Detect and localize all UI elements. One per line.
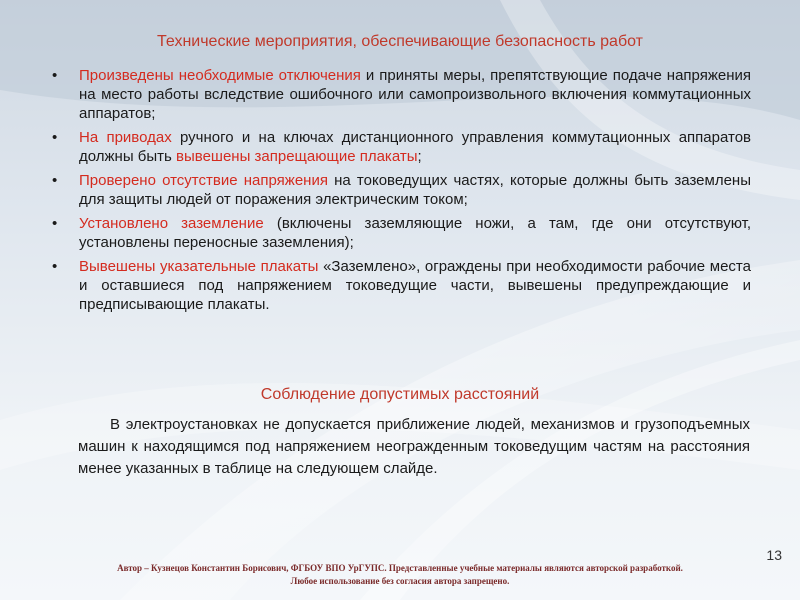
slide-title: Технические мероприятия, обеспечивающие безопасность работ <box>157 33 643 50</box>
bullet-emphasis: На приводах <box>79 129 172 146</box>
bullet-text: (включены заземляющие ножи, а там, где они отсутствуют, установлены переносные заземления); <box>79 215 751 251</box>
bullet-dot-icon: • <box>52 215 58 232</box>
section-paragraph: В электроустановках не допускается приближение людей, механизмов и грузоподъемных машин к находящимся под напряжением неогражденным токоведущим частям на расстояния менее указанных в таблице на следующем слайде. <box>78 416 750 477</box>
bullet-item <box>46 128 751 166</box>
bullet-emphasis: Установлено заземление <box>79 215 264 232</box>
bullet-dot-icon: • <box>52 172 58 189</box>
bullet-text: «Заземлено», ограждены при необходимости рабочие места и оставшиеся под напряжением токоведущие части, вывешены предупреждающие и предписывающие плакаты. <box>79 258 751 313</box>
bullet-text: ручного и на ключах дистанционного управления коммутационных аппаратов должны быть <box>79 129 751 165</box>
bullet-list <box>46 66 751 319</box>
bullet-item <box>46 257 751 314</box>
bullet-emphasis: вывешены запрещающие плакаты <box>176 148 418 165</box>
bullet-dot-icon: • <box>52 258 58 275</box>
footer-line-2: Любое использование без согласия автора запрещено. <box>290 576 510 586</box>
footer-line-1: Автор – Кузнецов Константин Борисович, ФГБОУ ВПО УрГУПС. Представленные учебные материалы являются авторской разработкой. <box>117 563 683 573</box>
bullet-dot-icon: • <box>52 67 58 84</box>
bullet-emphasis: Вывешены указательные плакаты <box>79 258 319 275</box>
bullet-item <box>46 66 751 123</box>
bullet-dot-icon: • <box>52 129 58 146</box>
bullet-emphasis: Произведены необходимые отключения <box>79 67 361 84</box>
footer <box>0 562 800 588</box>
bullet-text: и приняты меры, препятствующие подаче напряжения на место работы вследствие ошибочного или самопроизвольного включения коммутационных аппаратов; <box>79 67 751 122</box>
bullet-item <box>46 171 751 209</box>
bullet-text: на токоведущих частях, которые должны быть заземлены для защиты людей от поражения электрическим током; <box>79 172 751 208</box>
bullet-emphasis: Проверено отсутствие напряжения <box>79 172 328 189</box>
bullet-item <box>46 214 751 252</box>
page-number: 13 <box>766 547 782 563</box>
section-subtitle: Соблюдение допустимых расстояний <box>260 386 540 403</box>
bullet-text: ; <box>417 148 422 165</box>
